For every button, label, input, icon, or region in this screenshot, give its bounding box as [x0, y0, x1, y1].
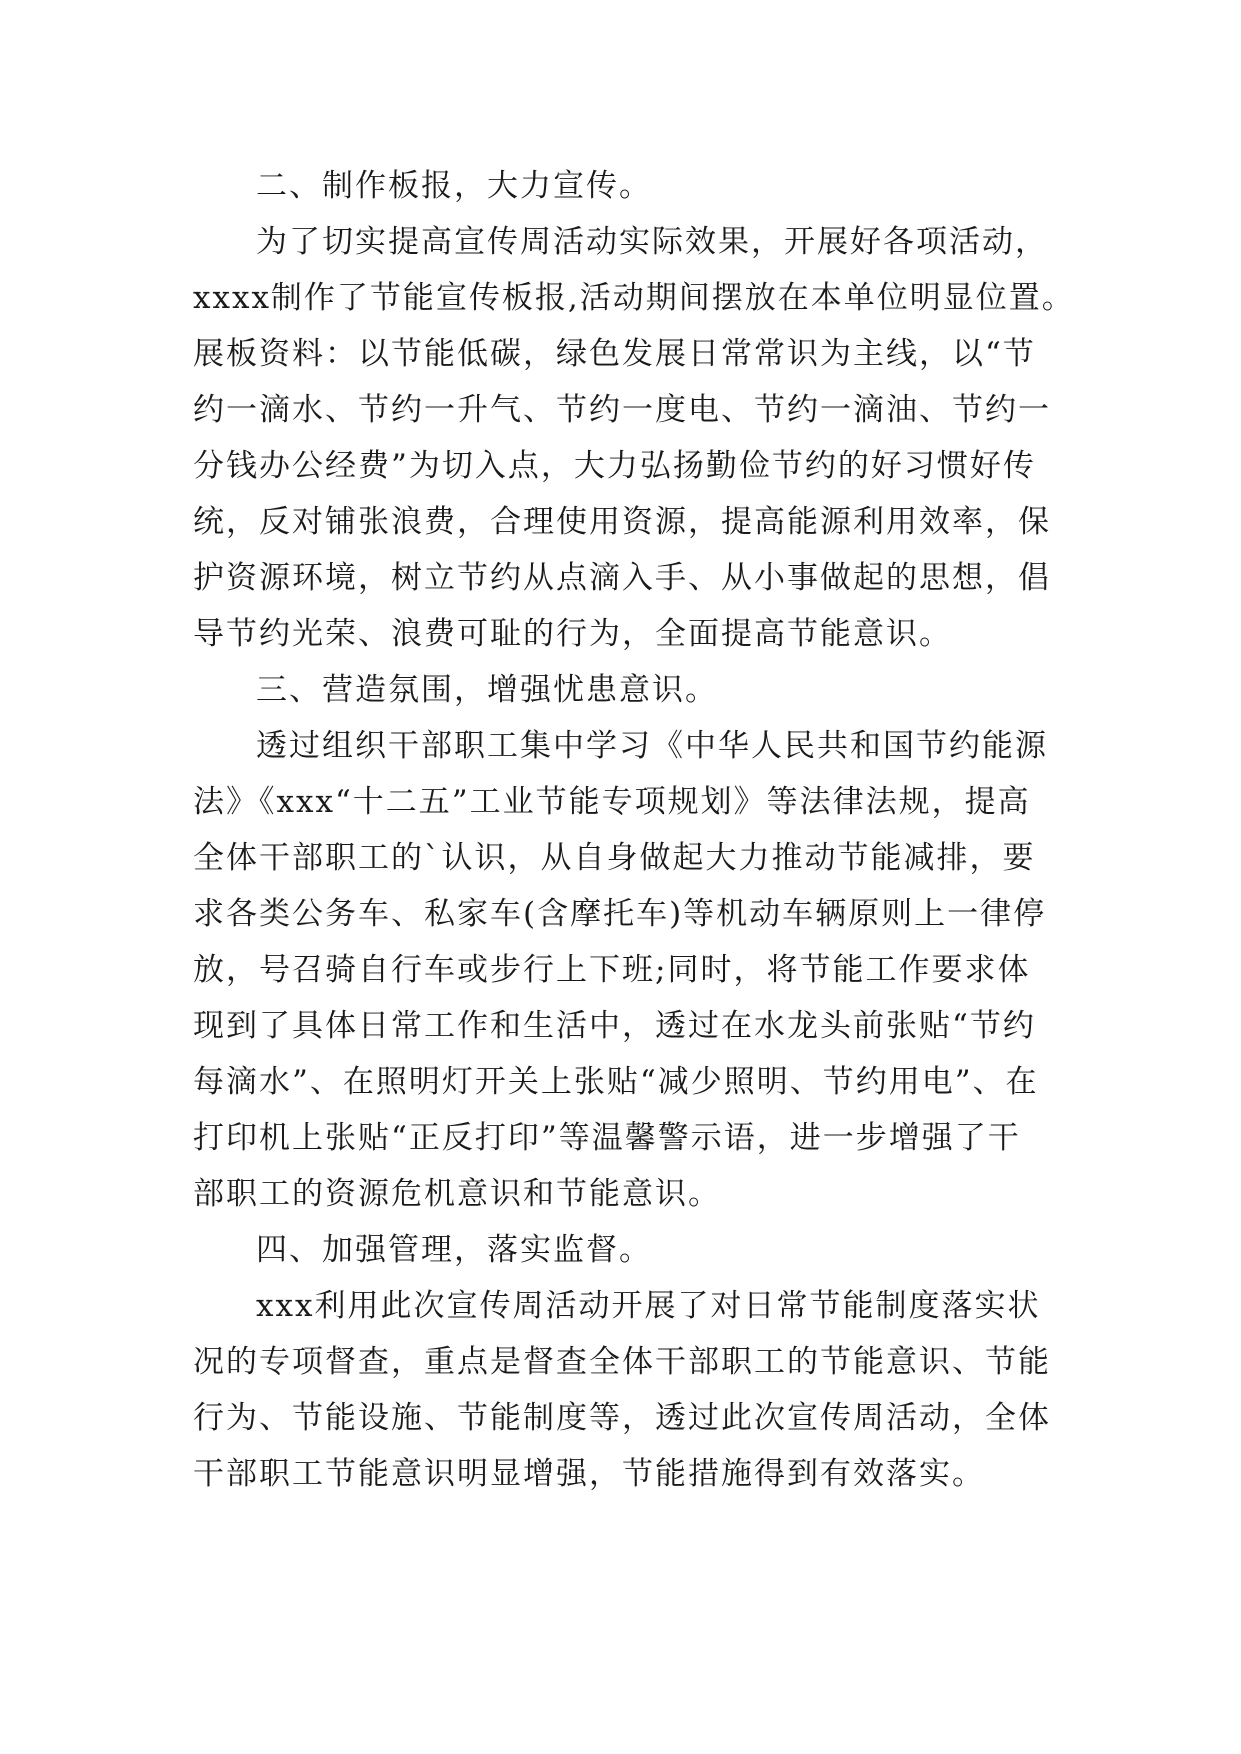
section-heading-3: 三、营造氛围，增强忧患意识。	[256, 672, 718, 708]
paragraph-line: 况的专项督查，重点是督查全体干部职工的节能意识、节能	[193, 1344, 1051, 1380]
paragraph-line: 分钱办公经费”为切入点，大力弘扬勤俭节约的好习惯好传	[193, 448, 1036, 484]
paragraph-line: 干部职工节能意识明显增强，节能措施得到有效落实。	[193, 1456, 985, 1492]
paragraph-line: 统，反对铺张浪费，合理使用资源，提高能源利用效率，保	[193, 504, 1051, 540]
paragraph-line: 透过组织干部职工集中学习《中华人民共和国节约能源	[256, 728, 1048, 764]
paragraph-line: 放，号召骑自行车或步行上下班;同时，将节能工作要求体	[193, 952, 1031, 988]
paragraph-line: 约一滴水、节约一升气、节约一度电、节约一滴油、节约一	[193, 392, 1051, 428]
paragraph-line: 护资源环境，树立节约从点滴入手、从小事做起的思想，倡	[193, 560, 1051, 596]
paragraph-line: 每滴水”、在照明灯开关上张贴“减少照明、节约用电”、在	[193, 1064, 1039, 1100]
paragraph-line: 求各类公务车、私家车(含摩托车)等机动车辆原则上一律停	[193, 896, 1047, 932]
paragraph-line: 打印机上张贴“正反打印”等温馨警示语，进一步增强了干	[193, 1120, 1021, 1156]
paragraph-line: 全体干部职工的`认识，从自身做起大力推动节能减排，要	[193, 840, 1036, 876]
paragraph-line: 为了切实提高宣传周活动实际效果，开展好各项活动，	[256, 224, 1048, 260]
paragraph-line: 法》《xxx“十二五”工业节能专项规划》等法律法规，提高	[193, 784, 1031, 820]
paragraph-line: xxx利用此次宣传周活动开展了对日常节能制度落实状	[256, 1288, 1041, 1324]
paragraph-line: 行为、节能设施、节能制度等，透过此次宣传周活动，全体	[193, 1400, 1051, 1436]
paragraph-line: 导节约光荣、浪费可耻的行为，全面提高节能意识。	[193, 616, 952, 652]
paragraph-line: 现到了具体日常工作和生活中，透过在水龙头前张贴“节约	[193, 1008, 1036, 1044]
paragraph-line: 部职工的资源危机意识和节能意识。	[193, 1176, 721, 1212]
section-heading-4: 四、加强管理，落实监督。	[256, 1232, 652, 1268]
paragraph-line: 展板资料：以节能低碳，绿色发展日常常识为主线，以“节	[193, 336, 1036, 372]
paragraph-line: xxxx制作了节能宣传板报,活动期间摆放在本单位明显位置。	[193, 280, 1075, 316]
section-heading-2: 二、制作板报，大力宣传。	[256, 168, 652, 204]
